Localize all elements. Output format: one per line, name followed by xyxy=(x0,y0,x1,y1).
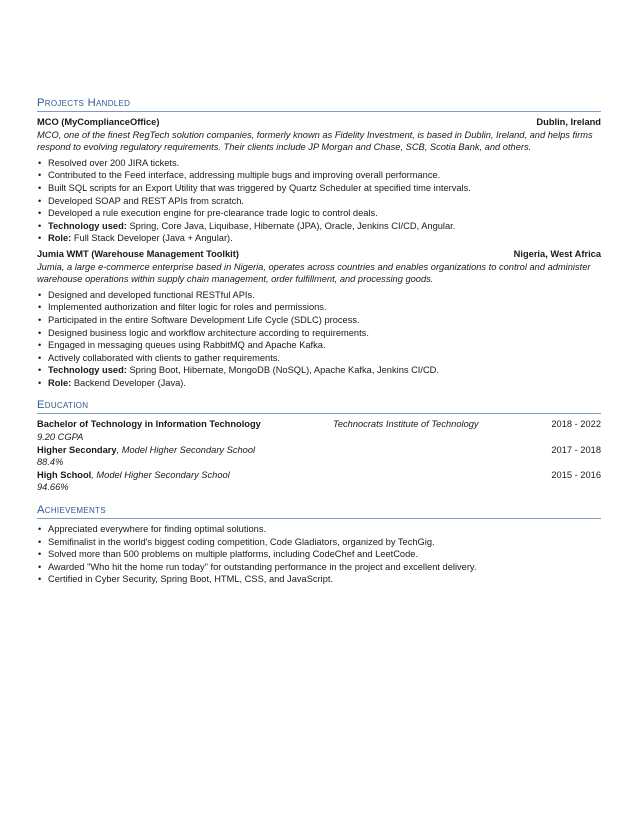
project-header xyxy=(37,116,601,129)
project-name: MCO (MyComplianceOffice) xyxy=(37,117,160,127)
education-section xyxy=(37,398,601,494)
list-item: • Awarded "Who hit the home run today" for outstanding performance in the project and excellent delivery. xyxy=(37,561,601,574)
list-item: • Developed SOAP and REST APIs from scratch. xyxy=(37,195,601,208)
project-bullets xyxy=(37,289,601,390)
role-value: Full Stack Developer (Java + Angular). xyxy=(73,233,233,244)
list-item: • Solved more than 500 problems on multiple platforms, including CodeChef and LeetCode. xyxy=(37,548,601,561)
education-years: 2017 - 2018 xyxy=(551,444,601,455)
education-row xyxy=(37,469,601,482)
list-item: • Engaged in messaging queues using RabbitMQ and Apache Kafka. xyxy=(37,339,601,352)
education-row xyxy=(37,418,601,431)
project-name: Jumia WMT (Warehouse Management Toolkit) xyxy=(37,248,239,259)
project-location: Dublin, Ireland xyxy=(536,117,601,127)
education-item xyxy=(37,418,601,443)
role-label: Role: xyxy=(48,233,72,244)
list-item: • Certified in Cyber Security, Spring Boot, HTML, CSS, and JavaScript. xyxy=(37,573,601,586)
education-degree: Higher Secondary xyxy=(37,444,117,455)
achievements-section xyxy=(37,503,601,586)
tech-value: Spring Boot, Hibernate, MongoDB (NoSQL), Apache Kafka, Jenkins CI/CD. xyxy=(129,365,439,376)
education-item xyxy=(37,469,601,494)
education-heading: Education xyxy=(37,398,601,414)
education-years: 2015 - 2016 xyxy=(551,469,601,480)
list-item: • Appreciated everywhere for finding optimal solutions. xyxy=(37,523,601,536)
role-label: Role: xyxy=(48,377,72,388)
list-item-technology xyxy=(37,220,601,233)
list-item: • Contributed to the Feed interface, addressing multiple bugs and improving overall performance. xyxy=(37,169,601,182)
list-item: • Resolved over 200 JIRA tickets. xyxy=(37,157,601,170)
list-item: • Built SQL scripts for an Export Utility that was triggered by Quartz Scheduler at specified time intervals. xyxy=(37,182,601,195)
projects-section xyxy=(37,96,601,389)
project-description: MCO, one of the finest RegTech solution companies, formerly known as Fidelity Investment, is based in Dublin, Ireland, and helps firms respond to evolving regulatory requirements. Their clients include JP Morgan and Chase, SCB, Scotia Bank, and others. xyxy=(37,129,593,153)
tech-value: Spring, Core Java, Liquibase, Hibernate (JPA), Oracle, Jenkins CI/CD, Angular. xyxy=(129,220,456,231)
project-item xyxy=(37,248,601,390)
project-header xyxy=(37,248,601,261)
list-item: • Designed business logic and workflow architecture according to requirements. xyxy=(37,327,601,340)
list-item: • Participated in the entire Software Development Life Cycle (SDLC) process. xyxy=(37,314,601,327)
education-years: 2018 - 2022 xyxy=(551,419,601,430)
education-institution: Technocrats Institute of Technology xyxy=(333,419,479,430)
education-degree: High School xyxy=(37,469,92,480)
resume-page xyxy=(37,96,601,595)
list-item-role xyxy=(37,232,601,245)
list-item: • Developed a rule execution engine for pre-clearance trade logic to control deals. xyxy=(37,207,601,220)
role-value: Backend Developer (Java). xyxy=(73,377,186,388)
project-location: Nigeria, West Africa xyxy=(513,248,601,259)
tech-label: Technology used: xyxy=(48,365,127,376)
list-item: • Semifinalist in the world's biggest coding competition, Code Gladiators, organized by TechGig. xyxy=(37,536,601,549)
education-degree: Bachelor of Technology in Information Technology xyxy=(37,419,261,430)
projects-heading: Projects Handled xyxy=(37,96,601,112)
education-degree-cell xyxy=(37,418,333,431)
education-row xyxy=(37,444,601,457)
list-item-technology xyxy=(37,364,601,377)
achievements-heading: Achievements xyxy=(37,503,601,519)
education-score: 9.20 CGPA xyxy=(37,432,84,443)
education-item xyxy=(37,444,601,469)
project-item xyxy=(37,116,601,245)
achievements-list xyxy=(37,523,601,586)
education-degree-cell xyxy=(37,444,333,457)
education-score: 94.66% xyxy=(37,482,69,493)
education-score: 88.4% xyxy=(37,457,64,468)
list-item: • Actively collaborated with clients to gather requirements. xyxy=(37,352,601,365)
list-item-role xyxy=(37,377,601,390)
education-degree-cell xyxy=(37,469,333,482)
project-bullets xyxy=(37,157,601,245)
list-item: • Implemented authorization and filter logic for roles and permissions. xyxy=(37,301,601,314)
education-school: , Model Higher Secondary School xyxy=(91,469,230,480)
list-item: • Designed and developed functional RESTful APIs. xyxy=(37,289,601,302)
project-description: Jumia, a large e-commerce enterprise based in Nigeria, operates across countries and enables organizations to control and administer warehouse operations within supply chain management, order fulfillment, and processing goods. xyxy=(37,261,591,285)
tech-label: Technology used: xyxy=(48,220,127,231)
education-school: , Model Higher Secondary School xyxy=(116,444,256,455)
